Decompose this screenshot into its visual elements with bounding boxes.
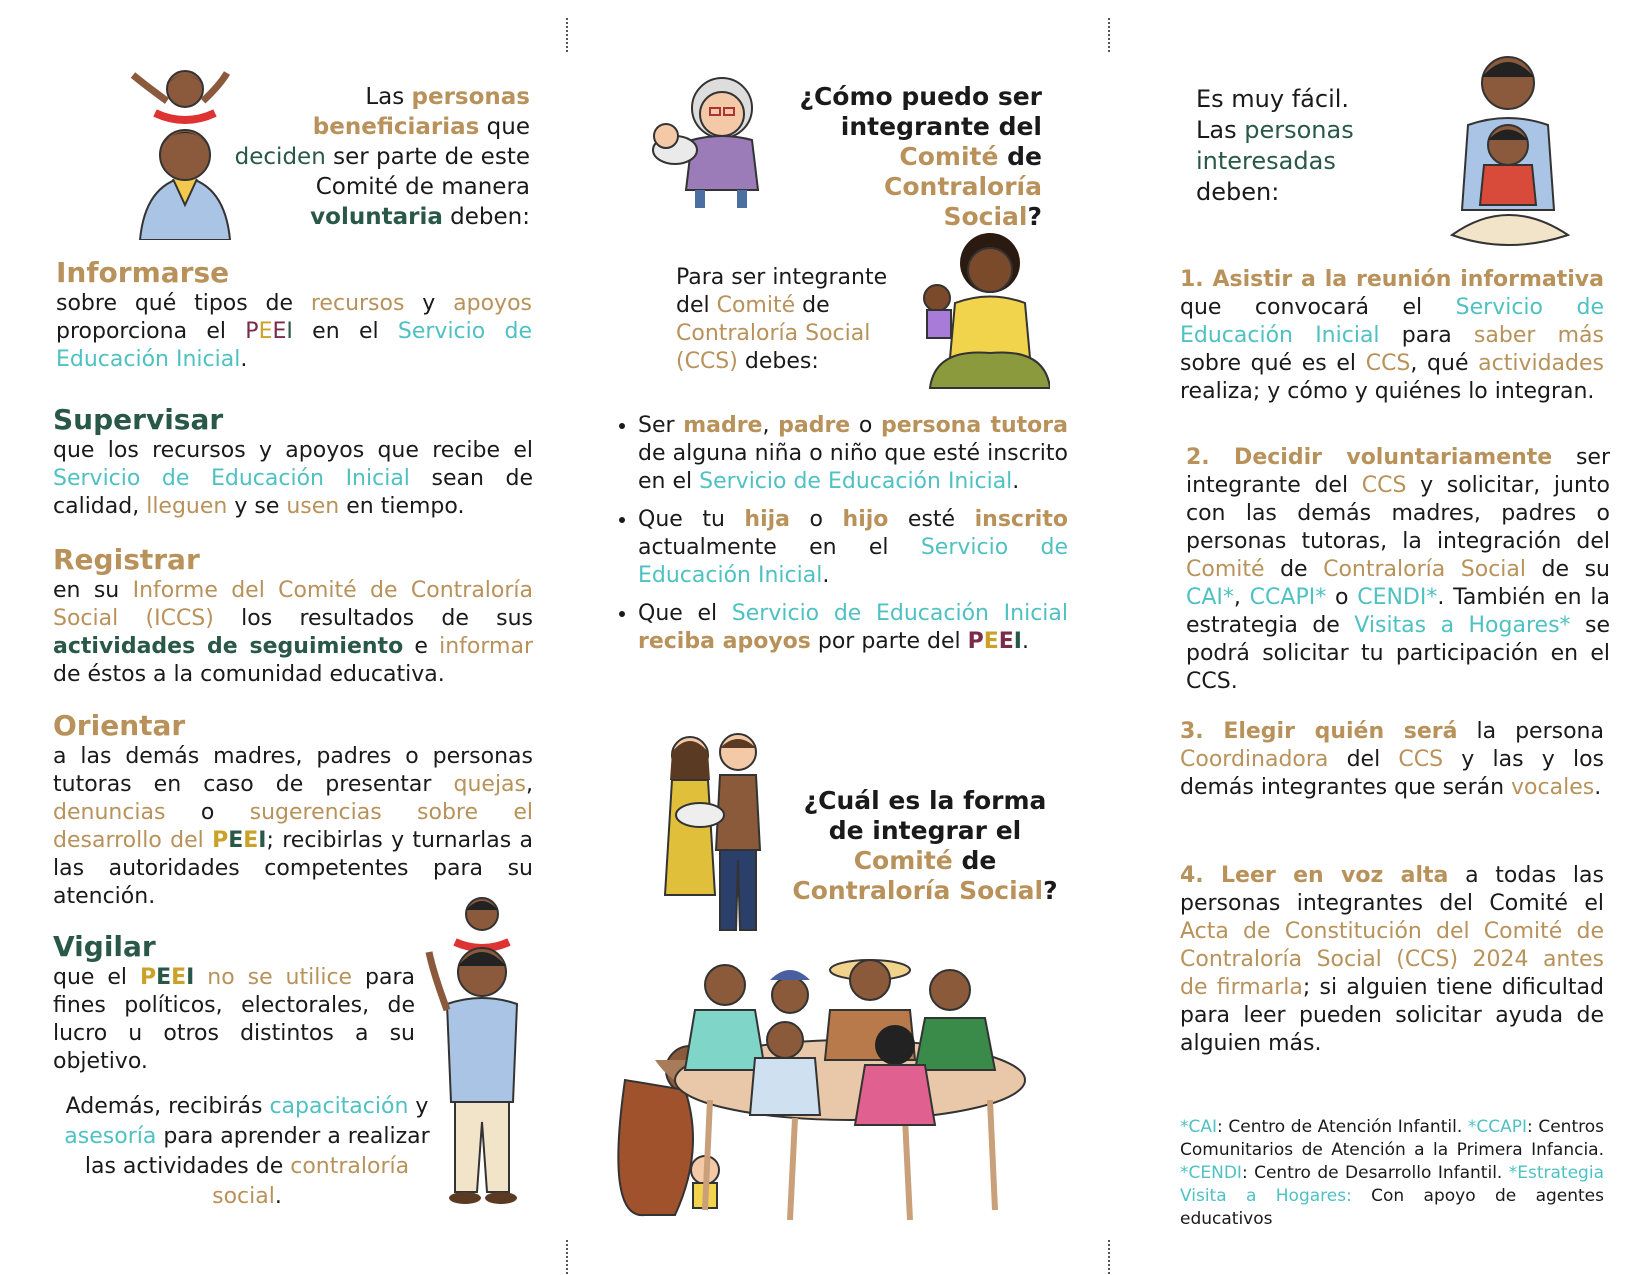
middle-para: Para ser integrante del Comité de Contraloría Social (CCS) debes:	[676, 265, 888, 374]
fold-line-top-left	[566, 18, 568, 52]
step-2: 2. Decidir voluntariamente ser integrante del CCS y solicitar, junto con las demás madres, padres o personas tutoras, la integración del Comité de Contraloría Social de su CAI*, CCAPI* o CENDI*. También en la estrategia de Visitas a Hogares* se podrá solicitar tu participación en el CCS.	[1186, 445, 1610, 694]
community-meeting-illustration	[615, 950, 1060, 1225]
heading-registrar: Registrar	[53, 543, 200, 576]
step-3: 3. Elegir quién será la persona Coordinadora del CCS y las y los demás integrantes que serán vocales.	[1180, 719, 1604, 800]
step-1: 1. Asistir a la reunión informativa que convocará el Servicio de Educación Inicial para saber más sobre qué es el CCS, qué actividades realiza; y cómo y quiénes lo integran.	[1180, 267, 1604, 404]
heading-supervisar: Supervisar	[53, 403, 224, 436]
sitting-father-child-illustration	[1450, 45, 1570, 250]
standing-father-illustration	[425, 892, 540, 1212]
fold-line-bottom-right	[1108, 1240, 1110, 1274]
requirement-3: • Que el Servicio de Educación Inicial reciba apoyos por parte del PEEI.	[638, 600, 1068, 656]
section-vigilar: Vigilar que el PEEI no se utilice para fines políticos, electorales, de lucro u otros distintos a su objetivo.	[53, 930, 415, 1074]
left-intro: Las personas beneficiarias que deciden ser parte de este Comité de manera voluntaria deben:	[234, 84, 530, 230]
heading-orientar: Orientar	[53, 709, 186, 742]
question-2: ¿Cuál es la forma de integrar el Comité de Contraloría Social?	[792, 786, 1058, 905]
requirement-1: • Ser madre, padre o persona tutora de alguna niña o niño que esté inscrito en el Servicio de Educación Inicial.	[638, 412, 1068, 496]
heading-informarse: Informarse	[56, 256, 230, 289]
step-4: 4. Leer en voz alta a todas las personas integrantes del Comité el Acta de Constitución del Comité de Contraloría Social (CCS) 2024 antes de firmarla; si alguien tiene dificultad para leer pueden solicitar ayuda de alguien más.	[1180, 863, 1604, 1056]
fold-line-bottom-left	[566, 1240, 568, 1274]
section-supervisar: Supervisar que los recursos y apoyos que recibe el Servicio de Educación Inicial sean de calidad, lleguen y se usen en tiempo.	[53, 403, 533, 519]
section-informarse: Informarse sobre qué tipos de recursos y apoyos proporciona el PEEI en el Servicio de Educación Inicial.	[56, 256, 533, 372]
right-intro: Es muy fácil. Las personas interesadas deben:	[1196, 85, 1354, 206]
section-registrar: Registrar en su Informe del Comité de Contraloría Social (ICCS) los resultados de sus actividades de seguimiento e informar de éstos a la comunidad educativa.	[53, 543, 534, 687]
requirements-list	[606, 412, 1068, 666]
mother-child-illustration	[915, 228, 1050, 398]
question-1: ¿Cómo puedo ser integrante del Comité de Contraloría Social?	[799, 82, 1042, 231]
section-orientar: Orientar a las demás madres, padres o personas tutoras en caso de presentar quejas, denuncias o sugerencias sobre el desarrollo del PEEI; recibirlas y turnarlas a las autoridades competentes para su atención.	[53, 709, 534, 909]
fold-line-top-right	[1108, 18, 1110, 52]
family-illustration	[660, 730, 770, 935]
heading-vigilar: Vigilar	[53, 930, 156, 963]
left-ademas: Además, recibirás capacitación y asesoría para aprender a realizar las actividades de contraloría social.	[64, 1094, 430, 1209]
footnote: *CAI: Centro de Atención Infantil. *CCAPI: Centros Comunitarios de Atención a la Primera Infancia. *CENDI: Centro de Desarrollo Infantil. *Estrategia Visita a Hogares: Con apoyo de agentes educativos	[1180, 1117, 1604, 1229]
grandmother-baby-illustration	[650, 70, 780, 210]
requirement-2: • Que tu hija o hijo esté inscrito actualmente en el Servicio de Educación Inicial.	[638, 506, 1068, 590]
